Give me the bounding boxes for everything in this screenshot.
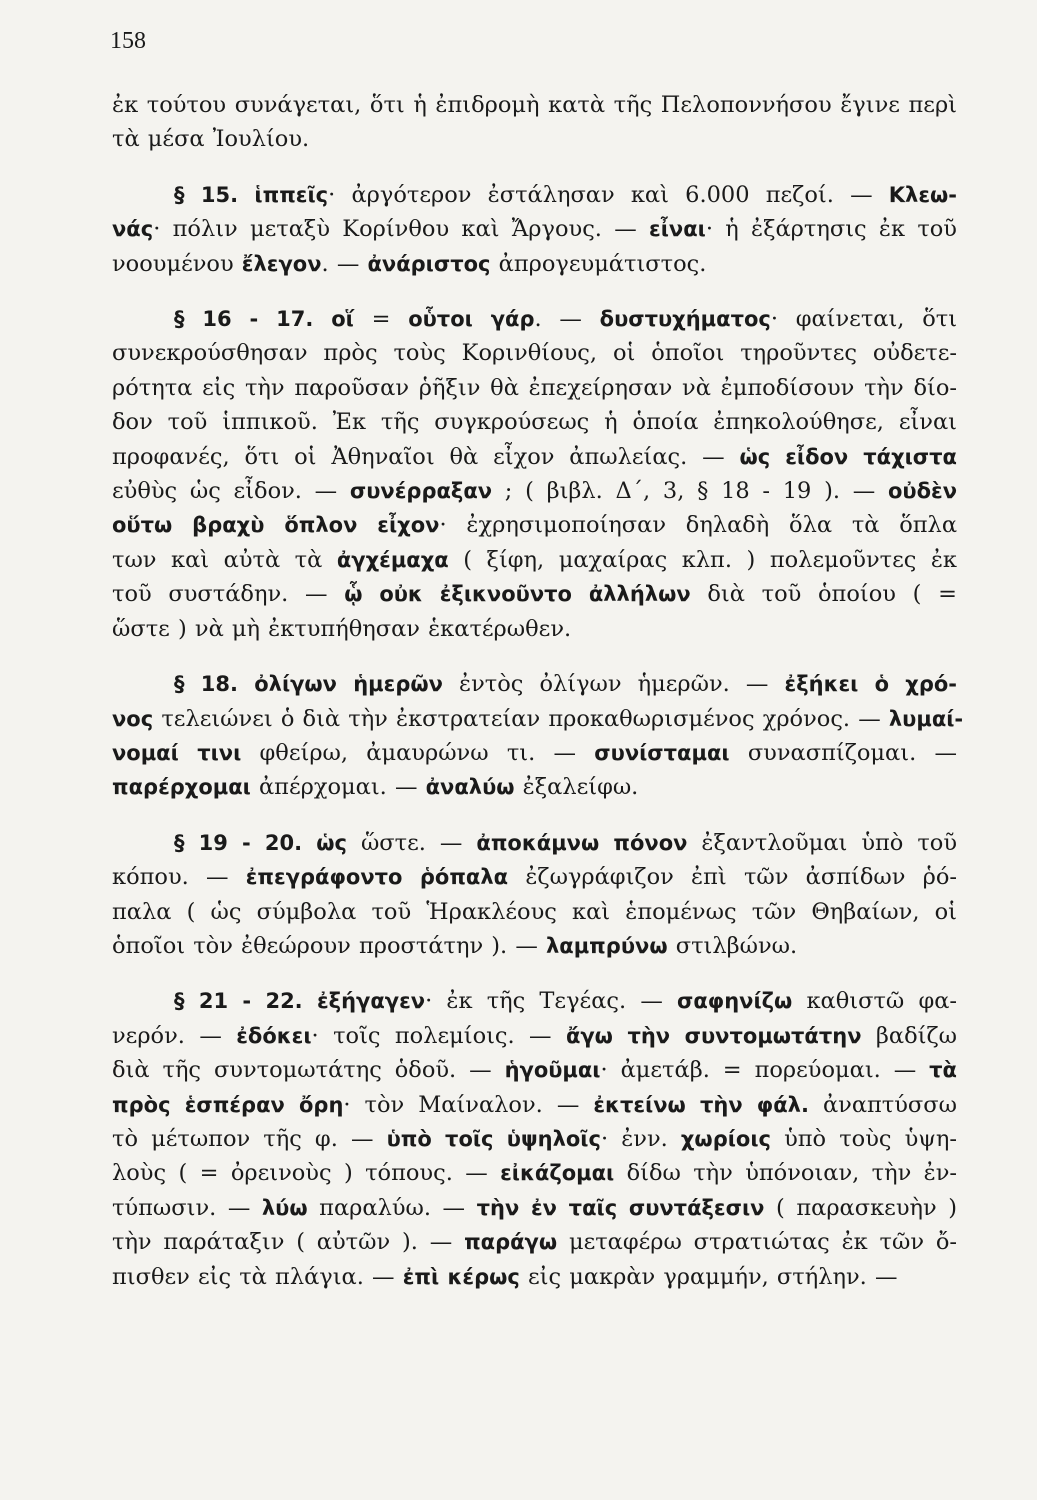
gloss-text: μεταφέρω στρατιώτας ἐκ τῶν ὄ- [557,1229,958,1256]
text-line [112,88,957,122]
gloss-text: ; ( βιβλ. Δ΄, 3, § 18 - 19 ). — [492,478,888,505]
headword: 18. ὀλίγων ἡμερῶν [200,672,443,697]
gloss-text: τοῦ συστάδην. — [112,581,345,608]
paragraph-gap [112,805,957,826]
headword: εἰκάζομαι [500,1161,615,1186]
gloss-text: διὰ τοῦ ὁποίου ( = [690,581,957,608]
gloss-text: δίδω τὴν ὑπόνοιαν, τὴν ἐν- [614,1160,957,1187]
headword: οὕτω βραχὺ ὅπλον εἶχον [112,513,440,538]
text-line [112,929,957,963]
headword: ἐκτείνω τὴν φάλ. [593,1092,809,1117]
gloss-text: κόπου. — [112,864,246,891]
gloss-text: · ἐκ τῆς Τεγέας. — [425,988,677,1015]
headword: εἶναι [649,217,706,242]
gloss-text: βαδίζω [861,1022,958,1049]
paragraph-section-18 [112,667,964,805]
gloss-text: νοουμένου [112,250,242,277]
gloss-text: πισθεν εἰς τὰ πλάγια. — [112,1263,403,1290]
gloss-text: ὑπὸ τοὺς ὑψη- [770,1125,957,1152]
text-line [112,577,957,611]
text-line [112,1053,957,1087]
paragraph-gap [112,963,957,984]
headword: 21 - 22. ἐξήγαγεν [198,989,426,1014]
text-line [112,336,957,370]
text-line [112,440,957,474]
gloss-text: · ἐνν. [600,1125,681,1152]
gloss-text: παλα ( ὡς σύμβολα τοῦ Ἡρακλέους καὶ ἑπομένως τῶν Θηβαίων, οἱ [112,898,957,925]
text-line [112,736,957,770]
gloss-text: · ἐχρησιμοποίησαν δηλαδὴ ὅλα τὰ ὅπλα [439,512,958,539]
gloss-text: ἀπέρχομαι. — [250,774,426,801]
paragraph-gap [112,281,957,302]
text-line [112,1191,957,1225]
headword: ἄγω τὴν συντομωτάτην [565,1023,862,1048]
gloss-text: ( παρασκευὴν ) [764,1194,957,1221]
headword: § [174,672,201,697]
headword: ὑπὸ τοῖς ὑψηλοῖς [386,1126,601,1151]
text-line [112,508,957,542]
gloss-text: τὸ μέτωπον τῆς φ. — [112,1125,387,1152]
text-line [112,826,957,860]
text-line [112,543,957,577]
gloss-text: εὐθὺς ὡς εἶδον. — [112,478,350,505]
text-line [112,895,957,929]
gloss-text: λοὺς ( = ὀρεινοὺς ) τόπους. — [112,1160,501,1187]
headword: νάς [112,217,154,242]
headword: ἀποκάμνω πόνον [476,830,688,855]
paragraph-section-21-22 [112,984,957,1294]
gloss-text: νερόν. — [112,1022,237,1049]
headword: παρέρχομαι [112,775,251,800]
gloss-text: · ἀμετάβ. = πορεύομαι. — [600,1057,930,1084]
gloss-text: διὰ τῆς συντομωτάτης ὁδοῦ. — [112,1057,505,1084]
gloss-text: στιλβώνω. [667,932,798,959]
gloss-text: εἰς μακρὰν γραμμήν, στήλην. — [519,1263,898,1290]
gloss-text: ἐκ τούτου συνάγεται, ὅτι ἡ ἐπιδρομὴ κατὰ τῆς Πελοποννήσου ἔγινε περὶ [112,92,957,118]
gloss-text: ὥστε ) νὰ μὴ ἐκτυπήθησαν ἑκατέρωθεν. [112,615,572,642]
text-line [112,667,957,701]
text-line [112,1156,957,1190]
headword: νομαί τινι [112,740,242,765]
headword: ἀνάριστος [367,251,491,276]
gloss-text: ( ξίφη, μαχαίρας κλπ. ) πολεμοῦντες ἐκ [448,546,957,573]
gloss-text: φθείρω, ἀμαυρώνω τι. — [241,739,595,766]
gloss-text: · πόλιν μεταξὺ Κορίνθου καὶ Ἄργους. — [153,216,650,243]
headword: § [174,830,199,855]
paragraph-intro [112,88,957,157]
text-line [112,1088,957,1122]
gloss-text: . — [321,250,368,277]
headword: συνίσταμαι [594,740,730,765]
gloss-text: ἐζωγράφιζον ἐπὶ τῶν ἀσπίδων ῥό- [508,864,957,891]
gloss-text: καθιστῶ φα- [792,988,957,1015]
headword: ἐπεγράφοντο ῥόπαλα [245,865,509,890]
text-line [112,612,957,646]
gloss-text: συνασπίζομαι. — [729,739,957,766]
page-number: 158 [110,28,146,54]
paragraph-section-19-20 [112,826,957,964]
paragraph-gap [112,157,957,178]
text-line [112,212,957,246]
gloss-text: · τὸν Μαίναλον. — [343,1091,594,1118]
headword: πρὸς ἑσπέραν ὄρη [112,1092,344,1117]
gloss-text: παραλύω. — [307,1194,477,1221]
gloss-text: συνεκρούσθησαν πρὸς τοὺς Κορινθίους, οἱ ὁποῖοι τηροῦντες οὐδετε- [112,340,957,367]
headword: λυμαί- [888,706,964,731]
paragraph-gap [112,646,957,667]
gloss-text: ρότητα εἰς τὴν παροῦσαν ῥῆξιν θὰ ἐπεχείρησαν νὰ ἐμποδίσουν τὴν δίο- [112,374,957,401]
headword: οὐδὲν [887,479,957,504]
headword: λύω [261,1195,308,1220]
text-line [112,984,957,1018]
headword: 16 - 17. οἵ [202,307,354,332]
headword: ἐδόκει [236,1023,312,1048]
headword: ἀγχέμαχα [336,547,449,572]
headword: ἔλεγον [241,251,322,276]
gloss-text: . — [534,306,600,333]
headword: § [174,182,201,207]
headword: 19 - 20. ὡς [198,830,347,855]
gloss-text: τὰ μέσα Ἰουλίου. [112,126,310,153]
headword: λαμπρύνω [546,933,668,958]
text-line [112,1260,957,1294]
headword: παράγω [464,1230,558,1255]
headword: ἡγοῦμαι [504,1058,601,1083]
gloss-text: · ἀργότερον ἐστάλησαν καὶ 6.000 πεζοί. — [328,181,889,208]
headword: τὰ [929,1058,957,1083]
headword: ὡς εἶδον τάχιστα [739,444,957,469]
paragraph-section-15 [112,178,957,281]
headword: ἀναλύω [425,775,515,800]
gloss-text: ἐντὸς ὀλίγων ἡμερῶν. — [442,671,785,698]
gloss-text: τὴν παράταξιν ( αὐτῶν ). — [112,1229,465,1256]
headword: συνέρραξαν [349,479,493,504]
text-line [112,1122,957,1156]
gloss-text: προφανές, ὅτι οἱ Ἀθηναῖοι θὰ εἶχον ἀπωλείας. — [112,443,740,470]
headword: ᾧ οὐκ ἐξικνοῦντο ἀλλήλων [344,582,691,607]
text-line [112,474,957,508]
gloss-text: των καὶ αὐτὰ τὰ [112,546,337,573]
text-line [112,1019,957,1053]
headword: § [174,307,203,332]
gloss-text: ὥστε. — [346,829,477,856]
gloss-text: · φαίνεται, ὅτι [770,306,958,333]
text-line [112,247,957,281]
paragraph-section-16-17 [112,302,957,646]
headword: χωρίοις [680,1126,771,1151]
headword: Κλεω- [888,182,958,207]
text-line [112,860,957,894]
headword: οὗτοι γάρ [408,307,535,332]
commentary-text [112,88,964,1294]
text-line [112,302,957,336]
headword: δυστυχήματος [599,307,771,332]
headword: 15. ἱππεῖς [200,182,329,207]
gloss-text: ἀναπτύσσω [808,1091,957,1118]
text-line [112,405,957,439]
headword: ἐξήκει ὁ χρό- [784,672,958,697]
gloss-text: · ἡ ἐξάρτησις ἐκ τοῦ [705,216,957,243]
gloss-text: τύπωσιν. — [112,1194,262,1221]
text-line [112,770,957,804]
text-line [112,371,957,405]
gloss-text: · τοῖς πολεμίοις. — [311,1022,566,1049]
gloss-text: ὁποῖοι τὸν ἐθεώρουν προστάτην ). — [112,932,547,959]
gloss-text: τελειώνει ὁ διὰ τὴν ἐκστρατείαν προκαθωρισμένος χρόνος. — [153,705,889,732]
gloss-text: ἀπρογευμάτιστος. [490,250,707,277]
gloss-text: ἐξαντλοῦμαι ὑπὸ τοῦ [687,829,957,856]
text-line [112,122,957,156]
gloss-text: ἐξαλείφω. [514,774,639,801]
text-line [112,702,964,736]
headword: ἐπὶ κέρως [402,1264,520,1289]
headword: νος [112,706,154,731]
gloss-text: δον τοῦ ἱππικοῦ. Ἐκ τῆς συγκρούσεως ἡ ὁποία ἐπηκολούθησε, εἶναι [112,409,957,436]
gloss-text: = [353,306,409,333]
text-line [112,1225,957,1259]
headword: σαφηνίζω [677,989,793,1014]
headword: τὴν ἐν ταῖς συντάξεσιν [476,1195,765,1220]
headword: § [174,989,199,1014]
text-line [112,178,957,212]
